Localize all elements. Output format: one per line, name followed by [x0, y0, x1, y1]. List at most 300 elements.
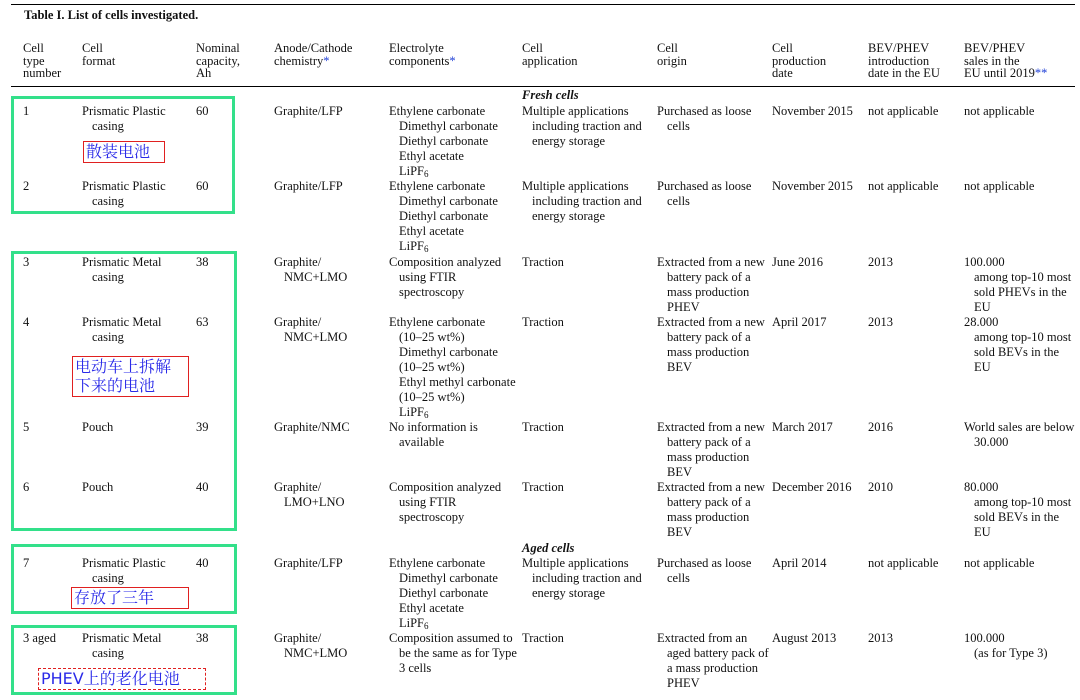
header-c3	[196, 42, 240, 80]
cell-application-line	[522, 119, 642, 134]
header-c7	[657, 42, 687, 67]
cell-text: (10–25 wt%)	[399, 330, 465, 344]
header-c8-line: date	[772, 66, 793, 80]
cell-electrolyte	[389, 556, 498, 631]
cell-application-line	[522, 571, 642, 586]
cell-electrolyte-line	[389, 586, 498, 601]
cell-sales-line	[964, 330, 1071, 345]
cell-text: Traction	[522, 631, 564, 645]
cell-application-line	[522, 480, 564, 495]
cell-electrolyte-line	[389, 495, 501, 510]
header-c5-line	[389, 55, 456, 68]
cell-text: Pouch	[82, 420, 114, 434]
header-footnote-mark: **	[1034, 66, 1048, 80]
cell-intro: 2010	[868, 480, 893, 494]
cell-origin-line	[657, 179, 751, 194]
cell-electrolyte-line	[389, 315, 516, 330]
cell-electrolyte-line	[389, 631, 517, 646]
cell-electrolyte-line	[389, 390, 516, 405]
cell-type: 5	[23, 420, 30, 434]
cell-text: energy storage	[532, 586, 606, 600]
header-c7-line: Cell	[657, 41, 678, 55]
cell-origin-line	[657, 420, 765, 435]
cell-text: mass production	[667, 450, 750, 464]
cell-origin	[657, 631, 769, 691]
cell-origin-line	[657, 556, 751, 571]
cell-text: Extracted from a new	[657, 420, 765, 434]
cell-origin-line	[657, 119, 751, 134]
cell-text: including traction and	[532, 571, 642, 585]
cell-electrolyte	[389, 420, 478, 450]
header-c3-line: Ah	[196, 66, 212, 80]
cell-sales	[964, 420, 1074, 450]
cell-text: Traction	[522, 420, 564, 434]
header-c2	[82, 42, 115, 67]
cell-chemistry	[274, 315, 347, 345]
cell-electrolyte-line	[389, 119, 498, 134]
cell-text: Traction	[522, 315, 564, 329]
cell-intro: not applicable	[868, 556, 939, 570]
cell-origin-line	[657, 300, 765, 315]
cell-electrolyte-line	[389, 224, 498, 239]
cell-application-line	[522, 104, 642, 119]
cell-sales-line	[964, 480, 1071, 495]
cell-sales-line	[964, 179, 1034, 194]
cell-text: spectroscopy	[399, 510, 465, 524]
header-c10	[964, 42, 1047, 80]
cell-text: LiPF	[399, 239, 425, 253]
cell-origin	[657, 556, 751, 586]
cell-origin-line	[657, 360, 765, 375]
cell-text: (as for Type 3)	[974, 646, 1048, 660]
cell-electrolyte-line	[389, 255, 501, 270]
cell-text: NMC+LMO	[284, 330, 348, 344]
cell-text: Ethyl methyl carbonate	[399, 375, 516, 389]
cell-application	[522, 420, 564, 435]
cell-text: Diethyl carbonate	[399, 209, 489, 223]
annotation-phev-aged: PHEV上的老化电池	[38, 668, 206, 690]
cell-origin-line	[657, 631, 769, 646]
cell-chemistry	[274, 631, 347, 661]
header-c8-line: Cell	[772, 41, 793, 55]
cell-chemistry-line	[274, 556, 343, 571]
header-c5-line: Electrolyte	[389, 41, 444, 55]
cell-text: casing	[92, 194, 124, 208]
cell-capacity: 39	[196, 420, 209, 434]
cell-application-line	[522, 556, 642, 571]
cell-text: Graphite/	[274, 315, 322, 329]
cell-origin-line	[657, 104, 751, 119]
cell-text: Prismatic Plastic	[82, 179, 166, 193]
header-c10-line: sales in the	[964, 53, 1020, 68]
cell-text: Prismatic Plastic	[82, 556, 166, 570]
cell-text: sold BEVs in the	[974, 510, 1060, 524]
cell-sales	[964, 631, 1048, 661]
cell-text: (10–25 wt%)	[399, 390, 465, 404]
cell-text: PHEV	[667, 300, 700, 314]
cell-text: casing	[92, 571, 124, 585]
header-c2-line: Cell	[82, 41, 103, 55]
cell-chemistry-line	[274, 495, 345, 510]
cell-text: Graphite/	[274, 255, 322, 269]
cell-origin-line	[657, 315, 765, 330]
cell-text: Composition analyzed	[389, 255, 502, 269]
cell-electrolyte-line	[389, 510, 501, 525]
cell-text: Extracted from a new	[657, 480, 765, 494]
cell-text: cells	[667, 194, 690, 208]
cell-sales-line	[964, 435, 1074, 450]
cell-text: 100.000	[964, 255, 1005, 269]
header-footnote-mark: *	[449, 53, 456, 68]
cell-electrolyte-line	[389, 134, 498, 149]
cell-text: Multiple applications	[522, 179, 629, 193]
cell-text: battery pack of a	[667, 330, 751, 344]
cell-text: Ethyl acetate	[399, 601, 464, 615]
cell-application-line	[522, 194, 642, 209]
cell-text: Composition assumed to	[389, 631, 513, 645]
cell-chemistry-line	[274, 179, 343, 194]
cell-sales	[964, 104, 1034, 119]
cell-chemistry	[274, 255, 347, 285]
cell-application-line	[522, 586, 642, 601]
cell-sales	[964, 556, 1034, 571]
header-c5	[389, 42, 456, 67]
cell-text: be the same as for Type	[399, 646, 517, 660]
cell-capacity: 40	[196, 480, 209, 494]
header-c2-line: format	[82, 53, 116, 68]
cell-text: cells	[667, 119, 690, 133]
cell-text: cells	[667, 571, 690, 585]
cell-date: March 2017	[772, 420, 833, 434]
annotation-loose-cells: 散装电池	[83, 141, 165, 163]
cell-text: Prismatic Metal	[82, 255, 162, 269]
cell-text: Ethylene carbonate	[389, 556, 486, 570]
cell-application	[522, 315, 564, 330]
cell-text: using FTIR	[399, 495, 457, 509]
header-c10-line	[964, 67, 1047, 80]
cell-electrolyte	[389, 255, 501, 300]
cell-text: Extracted from a new	[657, 315, 765, 329]
cell-text: not applicable	[964, 556, 1035, 570]
cell-text: Prismatic Plastic	[82, 104, 166, 118]
cell-date: December 2016	[772, 480, 852, 494]
cell-origin	[657, 179, 751, 209]
cell-text: 80.000	[964, 480, 999, 494]
header-c4-text: chemistry	[274, 53, 324, 68]
cell-text: casing	[92, 270, 124, 284]
table-caption: Table I. List of cells investigated.	[24, 8, 199, 22]
cell-electrolyte-line	[389, 556, 498, 571]
header-c3-line: capacity,	[196, 53, 240, 68]
cell-sales	[964, 255, 1071, 315]
cell-sales-line	[964, 360, 1071, 375]
cell-text: 3 cells	[399, 661, 432, 675]
cell-chemistry-line	[274, 631, 347, 646]
cell-text: EU	[974, 300, 991, 314]
cell-sales-line	[964, 104, 1034, 119]
cell-date: November 2015	[772, 104, 853, 118]
cell-sales-line	[964, 525, 1071, 540]
cell-text: LMO+LNO	[284, 495, 345, 509]
cell-text: World sales are below	[964, 420, 1075, 434]
annotation-ev-line-2: 下来的电池	[75, 376, 156, 395]
cell-electrolyte-line	[389, 149, 498, 164]
cell-electrolyte-line	[389, 571, 498, 586]
cell-text: BEV	[667, 465, 692, 479]
cell-origin-line	[657, 465, 765, 480]
cell-text: mass production	[667, 285, 750, 299]
cell-chemistry-line	[274, 315, 347, 330]
cell-text: Composition analyzed	[389, 480, 502, 494]
cell-text: mass production	[667, 345, 750, 359]
cell-text: LiPF	[399, 405, 425, 419]
cell-text: among top-10 most	[974, 270, 1072, 284]
cell-electrolyte-line	[389, 345, 516, 360]
cell-text: Extracted from an	[657, 631, 748, 645]
cell-text: No information is	[389, 420, 478, 434]
header-c9-line: date in the EU	[868, 66, 940, 80]
cell-text: Graphite/	[274, 631, 322, 645]
cell-capacity: 40	[196, 556, 209, 570]
annotation-stored-three-years: 存放了三年	[71, 587, 189, 609]
cell-electrolyte-line	[389, 420, 478, 435]
header-c8	[772, 42, 826, 80]
cell-text: Graphite/LFP	[274, 179, 343, 193]
cell-sales-line	[964, 646, 1048, 661]
cell-chemistry-line	[274, 330, 347, 345]
header-footnote-mark: *	[323, 53, 330, 68]
cell-date: April 2017	[772, 315, 827, 329]
cell-intro: 2016	[868, 420, 893, 434]
cell-chemistry	[274, 420, 350, 435]
header-c6-line: application	[522, 53, 578, 68]
cell-date: April 2014	[772, 556, 827, 570]
cell-electrolyte-line	[389, 209, 498, 224]
cell-origin-line	[657, 646, 769, 661]
cell-application	[522, 255, 564, 270]
cell-text: Extracted from a new	[657, 255, 765, 269]
cell-origin-line	[657, 676, 769, 691]
cell-text: Traction	[522, 480, 564, 494]
cell-type: 7	[23, 556, 30, 570]
cell-type: 3 aged	[23, 631, 56, 645]
cell-sales	[964, 179, 1034, 194]
cell-text: a mass production	[667, 661, 758, 675]
cell-origin-line	[657, 435, 765, 450]
annotation-ev-disassembled	[72, 356, 189, 397]
cell-origin-line	[657, 285, 765, 300]
cell-text: Diethyl carbonate	[399, 586, 489, 600]
section-aged-cells: Aged cells	[522, 541, 575, 555]
cell-chemistry	[274, 104, 343, 119]
header-c6	[522, 42, 578, 67]
annotation-ev-line-1: 电动车上拆解	[75, 357, 172, 376]
cell-intro: not applicable	[868, 179, 939, 193]
cell-application	[522, 179, 642, 224]
header-c5-text: components	[389, 53, 450, 68]
subscript: 6	[424, 169, 429, 179]
cell-electrolyte-line	[389, 646, 517, 661]
cell-electrolyte-line	[389, 330, 516, 345]
cell-text: mass production	[667, 510, 750, 524]
cell-sales-line	[964, 270, 1071, 285]
top-rule	[11, 4, 1075, 5]
cell-application-line	[522, 315, 564, 330]
cell-application	[522, 104, 642, 149]
cell-application	[522, 631, 564, 646]
cell-capacity: 60	[196, 104, 209, 118]
cell-intro: 2013	[868, 631, 893, 645]
cell-date: August 2013	[772, 631, 837, 645]
cell-sales-line	[964, 420, 1074, 435]
cell-text: Ethylene carbonate	[389, 315, 486, 329]
cell-capacity: 38	[196, 255, 209, 269]
cell-text: casing	[92, 646, 124, 660]
cell-intro: 2013	[868, 255, 893, 269]
cell-intro: 2013	[868, 315, 893, 329]
cell-electrolyte-line	[389, 104, 498, 119]
cell-electrolyte	[389, 480, 501, 525]
cell-date: June 2016	[772, 255, 824, 269]
cell-text: Ethylene carbonate	[389, 104, 486, 118]
cell-text: (10–25 wt%)	[399, 360, 465, 374]
cell-electrolyte-line	[389, 375, 516, 390]
cell-text: available	[399, 435, 445, 449]
cell-chemistry	[274, 179, 343, 194]
cell-electrolyte-line	[389, 601, 498, 616]
cell-text: NMC+LMO	[284, 270, 348, 284]
cell-origin	[657, 480, 765, 540]
cell-origin-line	[657, 345, 765, 360]
cell-text: Purchased as loose	[657, 556, 752, 570]
cell-text: casing	[92, 119, 124, 133]
cell-electrolyte	[389, 104, 498, 179]
cell-application	[522, 556, 642, 601]
cell-application-line	[522, 420, 564, 435]
cell-electrolyte-line	[389, 435, 478, 450]
header-c9-line: introduction	[868, 53, 930, 68]
cell-application-line	[522, 134, 642, 149]
cell-text: energy storage	[532, 209, 606, 223]
cell-type: 2	[23, 179, 30, 193]
cell-electrolyte-line	[389, 360, 516, 375]
cell-text: battery pack of a	[667, 435, 751, 449]
cell-intro: not applicable	[868, 104, 939, 118]
header-c9-line: BEV/PHEV	[868, 41, 930, 55]
cell-type: 1	[23, 104, 30, 118]
cell-text: sold BEVs in the	[974, 345, 1060, 359]
cell-text: aged battery pack of	[667, 646, 769, 660]
cell-origin-line	[657, 525, 765, 540]
cell-sales-line	[964, 315, 1071, 330]
cell-type: 3	[23, 255, 30, 269]
cell-chemistry	[274, 556, 343, 571]
cell-text: Ethylene carbonate	[389, 179, 486, 193]
cell-date: November 2015	[772, 179, 853, 193]
cell-text: Graphite/	[274, 480, 322, 494]
section-fresh-cells: Fresh cells	[522, 88, 579, 102]
cell-electrolyte-line	[389, 616, 498, 631]
cell-electrolyte	[389, 315, 516, 420]
cell-text: LiPF	[399, 164, 425, 178]
cell-text: among top-10 most	[974, 330, 1072, 344]
cell-origin-line	[657, 661, 769, 676]
cell-text: Dimethyl carbonate	[399, 345, 498, 359]
cell-electrolyte-line	[389, 164, 498, 179]
cell-text: Pouch	[82, 480, 114, 494]
cell-origin-line	[657, 495, 765, 510]
cell-origin-line	[657, 450, 765, 465]
cell-text: PHEV	[667, 676, 700, 690]
cell-text: Multiple applications	[522, 556, 629, 570]
cell-text: 30.000	[974, 435, 1009, 449]
cell-text: battery pack of a	[667, 495, 751, 509]
cell-text: including traction and	[532, 194, 642, 208]
cell-text: Graphite/NMC	[274, 420, 350, 434]
header-c9	[868, 42, 940, 80]
subscript: 6	[424, 410, 429, 420]
cell-application-line	[522, 255, 564, 270]
header-c4-line: Anode/Cathode	[274, 41, 353, 55]
cell-text: energy storage	[532, 134, 606, 148]
cell-chemistry-line	[274, 646, 347, 661]
cell-sales-line	[964, 495, 1071, 510]
cell-text: using FTIR	[399, 270, 457, 284]
cell-text: spectroscopy	[399, 285, 465, 299]
cell-origin	[657, 315, 765, 375]
cell-electrolyte-line	[389, 285, 501, 300]
cell-text: 100.000	[964, 631, 1005, 645]
cell-sales	[964, 315, 1071, 375]
cell-sales-line	[964, 345, 1071, 360]
cell-text: Ethyl acetate	[399, 149, 464, 163]
cell-text: Traction	[522, 255, 564, 269]
cell-capacity: 63	[196, 315, 209, 329]
cell-application	[522, 480, 564, 495]
cell-sales-line	[964, 285, 1071, 300]
header-c1-line: type	[23, 53, 45, 68]
cell-application-line	[522, 179, 642, 194]
cell-chemistry	[274, 480, 345, 510]
cell-text: Dimethyl carbonate	[399, 119, 498, 133]
cell-text: Prismatic Metal	[82, 315, 162, 329]
cell-text: not applicable	[964, 179, 1035, 193]
cell-origin-line	[657, 270, 765, 285]
cell-text: Ethyl acetate	[399, 224, 464, 238]
header-c3-line: Nominal	[196, 41, 240, 55]
cell-text: including traction and	[532, 119, 642, 133]
cell-text: 28.000	[964, 315, 999, 329]
cell-electrolyte	[389, 179, 498, 254]
header-c10-text: EU until 2019	[964, 66, 1035, 80]
cell-text: casing	[92, 330, 124, 344]
cell-electrolyte-line	[389, 239, 498, 254]
cell-origin-line	[657, 194, 751, 209]
subscript: 6	[424, 621, 429, 631]
header-c6-line: Cell	[522, 41, 543, 55]
header-c1-line: Cell	[23, 41, 44, 55]
cell-origin-line	[657, 480, 765, 495]
cell-sales-line	[964, 255, 1071, 270]
cell-electrolyte-line	[389, 179, 498, 194]
cell-text: NMC+LMO	[284, 646, 348, 660]
cell-text: BEV	[667, 525, 692, 539]
cell-electrolyte-line	[389, 270, 501, 285]
cell-capacity: 38	[196, 631, 209, 645]
cell-text: Dimethyl carbonate	[399, 194, 498, 208]
cell-electrolyte-line	[389, 480, 501, 495]
cell-text: EU	[974, 525, 991, 539]
